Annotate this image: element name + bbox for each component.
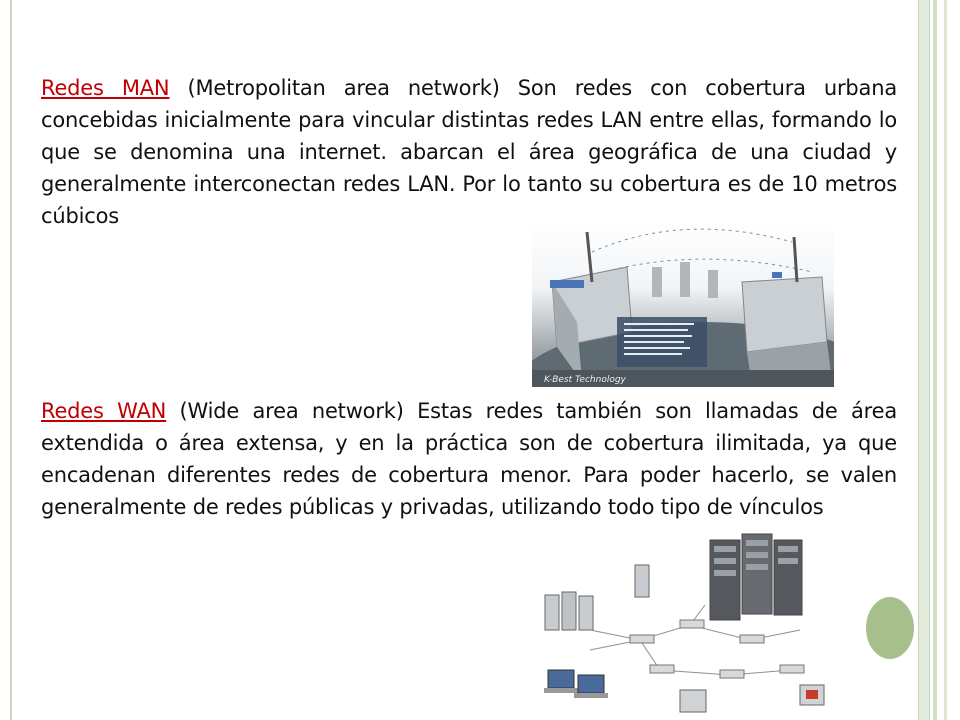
man-term: Redes MAN	[41, 76, 170, 100]
frame-line-right-outer	[944, 0, 947, 720]
frame-line-left	[10, 0, 12, 720]
wan-text: (Wide area network) Estas redes también son llamadas de área extendida o área extensa, y en la práctica son de cobertura ilimitada, ya que encadenan diferentes redes de cobertura menor. Para poder hacerlo, se valen generalmente de redes públicas y privadas, utilizando todo tipo de vínculos	[41, 399, 898, 519]
frame-line-right	[933, 0, 937, 720]
wan-term: Redes WAN	[41, 399, 167, 423]
wan-network-diagram	[530, 530, 835, 720]
frame-bar-right	[918, 0, 930, 720]
man-network-illustration	[532, 222, 834, 387]
wan-paragraph	[41, 395, 897, 523]
kbest-logo-text: K-Best Technology	[544, 375, 626, 385]
accent-dot	[866, 597, 914, 659]
man-text: (Metropolitan area network) Son redes con cobertura urbana concebidas inicialmente para vincular distintas redes LAN entre ellas, formando lo que se denomina una internet. abarcan el área geográfica de una ciudad y generalmente interconectan redes LAN. Por lo tanto su cobertura es de 10 metros cúbicos	[41, 76, 897, 228]
man-paragraph	[41, 72, 897, 232]
